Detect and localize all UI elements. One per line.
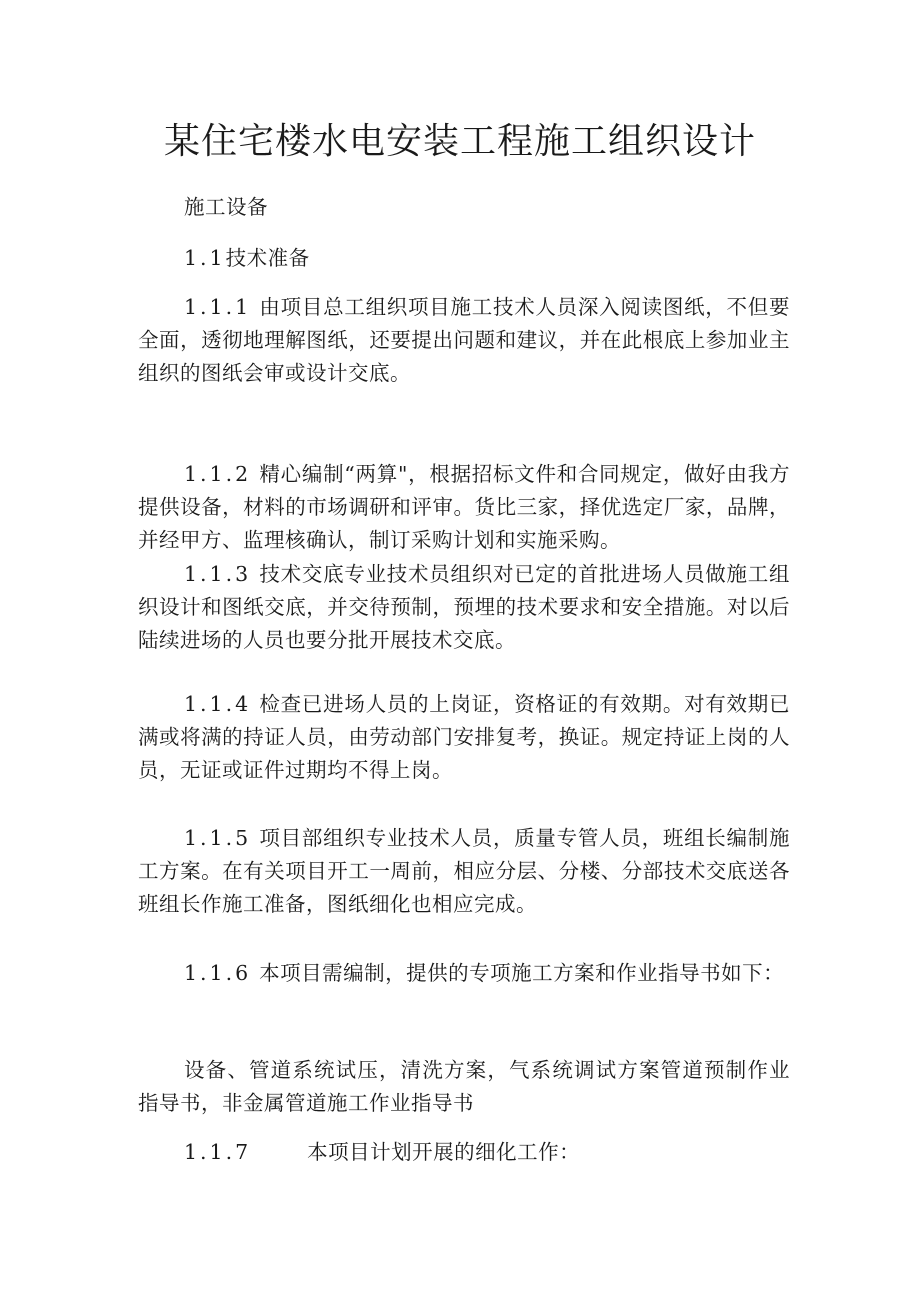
paragraph-text: 精心编制“两算"，根据招标文件和合同规定，做好由我方提供设备，材料的市场调研和评审。货比三家，择优选定厂家，品牌，并经甲方、监理核确认，制订采购计划和实施采购。: [138, 462, 790, 552]
paragraph-number: 1.1.7: [184, 1140, 252, 1164]
paragraph-1-1-7: [184, 1136, 580, 1169]
paragraph-number: 1.1.6: [184, 961, 252, 985]
plan-list-paragraph: 设备、管道系统试压，清洗方案，气系统调试方案管道预制作业指导书，非金属管道施工作业指导书: [138, 1058, 790, 1115]
paragraph-1-1-1: [138, 291, 790, 390]
paragraph-number: 1.1.1: [184, 295, 252, 319]
paragraph-1-1-3: [138, 558, 790, 657]
paragraph-number: 1.1.2: [184, 462, 252, 486]
paragraph-text: 检查已进场人员的上岗证，资格证的有效期。对有效期已满或将满的持证人员，由劳动部门安排复考，换证。规定持证上岗的人员，无证或证件过期均不得上岗。: [138, 692, 790, 782]
paragraph-number: 1.1.4: [184, 692, 252, 716]
paragraph-1-1-4: [138, 688, 790, 787]
subsection-number: 1.1: [184, 246, 226, 270]
paragraph-number: 1.1.3: [184, 562, 252, 586]
paragraph-text: 本项目需编制，提供的专项施工方案和作业指导书如下：: [259, 961, 785, 985]
paragraph-number: 1.1.5: [184, 826, 252, 850]
section-heading: 施工设备: [184, 195, 268, 219]
document-title: 某住宅楼水电安装工程施工组织设计: [163, 121, 756, 162]
paragraph-text: 本项目计划开展的细化工作：: [307, 1140, 581, 1164]
subsection-title: 技术准备: [225, 246, 310, 270]
paragraph-1-1-6: [138, 957, 790, 990]
paragraph-text: 项目部组织专业技术人员，质量专管人员，班组长编制施工方案。在有关项目开工一周前，相应分层、分楼、分部技术交底送各班组长作施工准备，图纸细化也相应完成。: [138, 826, 790, 916]
paragraph-1-1-2: [138, 458, 790, 557]
subsection-heading: [184, 242, 310, 275]
paragraph-text: 技术交底专业技术员组织对已定的首批进场人员做施工组织设计和图纸交底，并交待预制，预埋的技术要求和安全措施。对以后陆续进场的人员也要分批开展技术交底。: [138, 562, 790, 652]
paragraph-1-1-5: [138, 822, 790, 921]
paragraph-text: 由项目总工组织项目施工技术人员深入阅读图纸，不但要全面，透彻地理解图纸，还要提出问题和建议，并在此根底上参加业主组织的图纸会审或设计交底。: [138, 295, 790, 385]
